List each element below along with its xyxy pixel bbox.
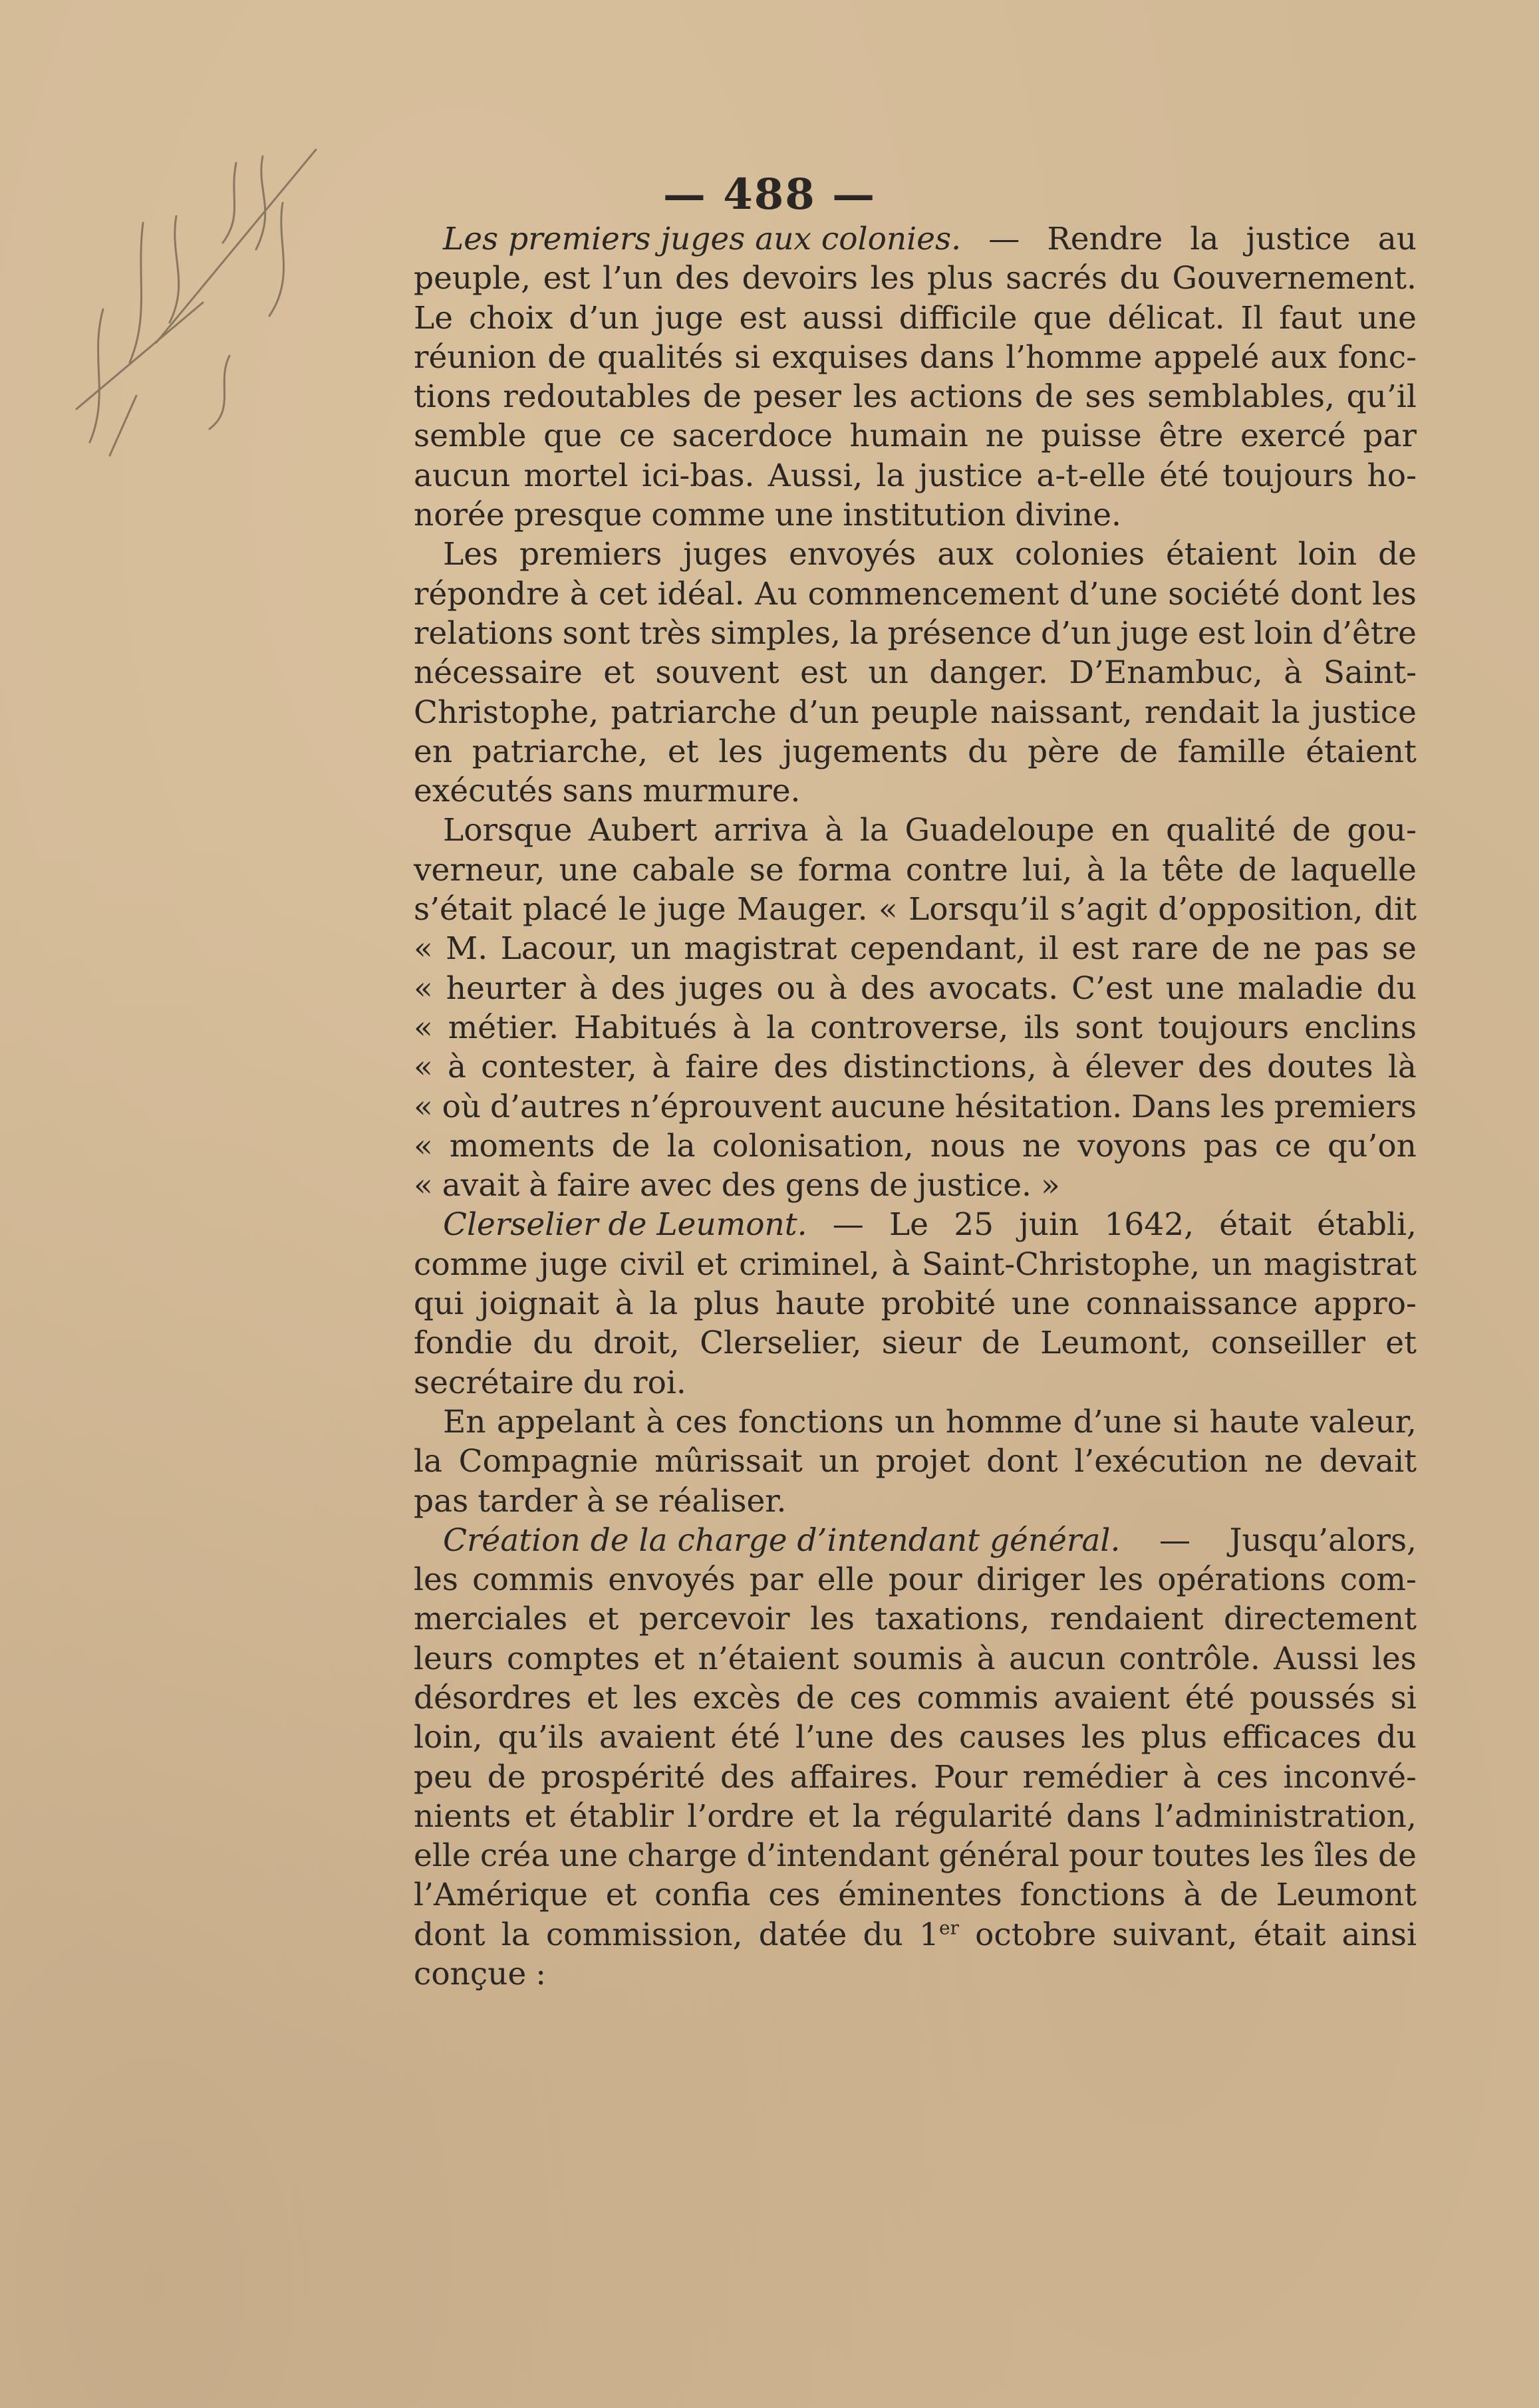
text-line: les commis envoyés par elle pour diriger les opérations com- bbox=[414, 1561, 1417, 1599]
text-line: Les premiers juges envoyés aux colonies étaient loin de bbox=[443, 536, 1417, 573]
text-line: « métier. Habitués à la controverse, ils sont toujours enclins bbox=[414, 1009, 1417, 1046]
text-line: leurs comptes et n’étaient soumis à aucun contrôle. Aussi les bbox=[414, 1640, 1417, 1677]
text-line: s’était placé le juge Mauger. « Lorsqu’il s’agit d’opposition, dit bbox=[414, 891, 1417, 928]
text-line: désordres et les excès de ces commis avaient été poussés si bbox=[414, 1679, 1417, 1716]
section-heading: Les premiers juges aux colonies. bbox=[443, 221, 962, 257]
text-line: « M. Lacour, un magistrat cependant, il est rare de ne pas se bbox=[414, 930, 1417, 968]
text-line: Clerselier de Leumont. — Le 25 juin 1642, était établi, bbox=[414, 1205, 1417, 1244]
text-line: aucun mortel ici-bas. Aussi, la justice a-t-elle été toujours ho- bbox=[414, 457, 1417, 494]
text-line: semble que ce sacerdoce humain ne puisse être exercé par bbox=[414, 418, 1417, 455]
text-line: En appelant à ces fonctions un homme d’une si haute valeur, bbox=[443, 1403, 1417, 1440]
paragraph bbox=[414, 219, 1417, 535]
text-line: relations sont très simples, la présence d’un juge est loin d’être bbox=[414, 614, 1417, 652]
page-number: — 488 — bbox=[662, 170, 877, 219]
text-line: répondre à cet idéal. Au commencement d’une société dont les bbox=[414, 575, 1417, 612]
text-line: tions redoutables de peser les actions de ses semblables, qu’il bbox=[414, 378, 1417, 416]
text-line: Création de la charge d’intendant général. — Jusqu’alors, bbox=[414, 1521, 1417, 1560]
text-line: pas tarder à se réaliser. bbox=[414, 1482, 787, 1520]
text-line: exécutés sans murmure. bbox=[414, 773, 801, 810]
text-line: peu de prospérité des affaires. Pour remédier à ces inconvé- bbox=[414, 1758, 1417, 1796]
text-line: comme juge civil et criminel, à Saint-Christophe, un magistrat bbox=[414, 1246, 1417, 1283]
text-line: conçue : bbox=[414, 1956, 547, 1993]
text-line: merciales et percevoir les taxations, rendaient directement bbox=[414, 1601, 1417, 1638]
text-line: elle créa une charge d’intendant général pour toutes les îles de bbox=[414, 1837, 1417, 1875]
text-line: dont la commission, datée du 1er octobre suivant, était ainsi bbox=[414, 1916, 1417, 1953]
paragraph bbox=[414, 1521, 1417, 1994]
section-heading: Clerselier de Leumont. bbox=[443, 1206, 807, 1244]
paragraph bbox=[414, 1205, 1417, 1402]
paragraph bbox=[414, 1403, 1417, 1521]
text-line: nécessaire et souvent est un danger. D’Enambuc, à Saint- bbox=[414, 654, 1417, 692]
text-line: qui joignait à la plus haute probité une connaissance appro- bbox=[414, 1285, 1417, 1323]
text-line: norée presque comme une institution divine. bbox=[414, 497, 1121, 534]
text-line: peuple, est l’un des devoirs les plus sacrés du Gouvernement. bbox=[414, 260, 1417, 297]
text-line: loin, qu’ils avaient été l’une des causes les plus efficaces du bbox=[414, 1719, 1417, 1756]
text-line: secrétaire du roi. bbox=[414, 1364, 686, 1401]
text-line: l’Amérique et confia ces éminentes fonctions à de Leumont bbox=[414, 1877, 1417, 1914]
text-line: en patriarche, et les jugements du père de famille étaient bbox=[414, 733, 1417, 770]
text-line: Les premiers juges aux colonies. — Rendre la justice au bbox=[414, 219, 1417, 259]
text-line: verneur, une cabale se forma contre lui, à la tête de laquelle bbox=[414, 851, 1417, 888]
text-line: Lorsque Aubert arriva à la Guadeloupe en qualité de gou- bbox=[443, 812, 1417, 849]
text-line: « avait à faire avec des gens de justice. » bbox=[414, 1167, 1060, 1204]
section-heading: Création de la charge d’intendant général. bbox=[443, 1522, 1121, 1559]
paragraph bbox=[414, 811, 1417, 1205]
text-line: nients et établir l’ordre et la régularité dans l’administration, bbox=[414, 1798, 1417, 1835]
text-line: fondie du droit, Clerselier, sieur de Leumont, conseiller et bbox=[414, 1325, 1417, 1362]
text-line: « heurter à des juges ou à des avocats. C’est une maladie du bbox=[414, 970, 1417, 1007]
body-text bbox=[414, 219, 1417, 1994]
text-line: Christophe, patriarche d’un peuple naissant, rendait la justice bbox=[414, 694, 1417, 731]
text-line: réunion de qualités si exquises dans l’homme appelé aux fonc- bbox=[414, 338, 1417, 376]
text-line: « moments de la colonisation, nous ne voyons pas ce qu’on bbox=[414, 1127, 1417, 1164]
paragraph bbox=[414, 535, 1417, 811]
text-line: « où d’autres n’éprouvent aucune hésitation. Dans les premiers bbox=[414, 1088, 1417, 1125]
text-line: la Compagnie mûrissait un projet dont l’exécution ne devait bbox=[414, 1443, 1417, 1480]
text-line: Le choix d’un juge est aussi difficile que délicat. Il faut une bbox=[414, 299, 1417, 336]
text-line: « à contester, à faire des distinctions, à élever des doutes là bbox=[414, 1049, 1417, 1086]
